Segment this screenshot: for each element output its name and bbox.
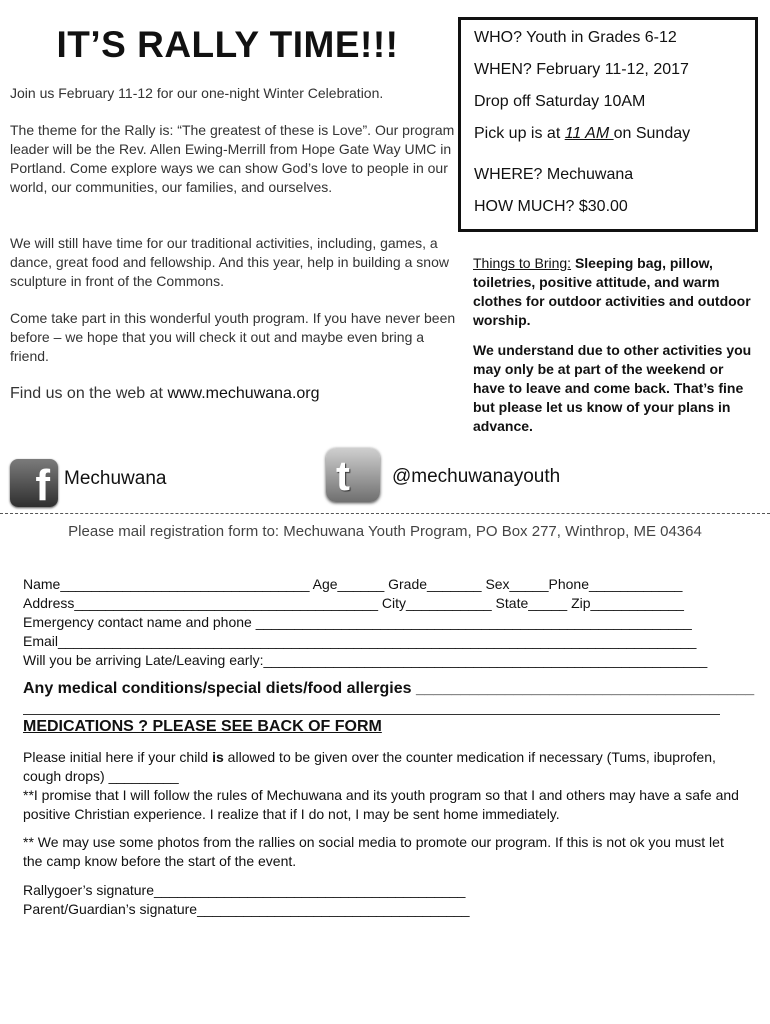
mailing-address: Please mail registration form to: Mechuwana Youth Program, PO Box 277, Winthrop, ME 04364 [68, 523, 702, 540]
things-to-bring [473, 254, 753, 330]
medical-conditions-field[interactable]: Any medical conditions/special diets/food allergies ______________________________________ [23, 680, 755, 697]
form-line-email[interactable]: Email__________________________________________________________________________________ [23, 633, 697, 649]
partial-attendance-note: We understand due to other activities you may only be at part of the weekend or have to leave and come back. That’s fine but please let us know of your plans in advance. [473, 342, 752, 434]
pickup-suffix: on Sunday [613, 125, 691, 142]
info-where: WHERE? Mechuwana [474, 166, 634, 183]
medication-consent[interactable] [23, 748, 745, 786]
form-line-address[interactable]: Address_______________________________________ City___________ State_____ Zip____________ [23, 595, 684, 611]
info-who: WHO? Youth in Grades 6-12 [474, 29, 677, 46]
signature-block [23, 881, 470, 919]
pickup-time: 11 AM [564, 125, 614, 142]
website-link[interactable]: www.mechuwana.org [167, 385, 320, 402]
things-to-bring-label: Things to Bring: [473, 255, 572, 271]
registration-form [23, 575, 743, 670]
info-dropoff: Drop off Saturday 10AM [474, 93, 646, 110]
parent-signature[interactable]: Parent/Guardian’s signature___________________________________ [23, 901, 470, 917]
info-pickup [474, 125, 690, 143]
info-price: HOW MUCH? $30.00 [474, 198, 628, 215]
rules-promise: **I promise that I will follow the rules of Mechuwana and its youth program so that I and others may have a safe and positive Christian experience. I realize that if I do not, I may be sent home immediately. [23, 787, 739, 822]
consent-post: allowed to be given over the counter medication if necessary (Tums, ibuprofen, cough drops) _________ [23, 749, 716, 784]
event-info-box [458, 17, 758, 232]
twitter-handle[interactable]: @mechuwanayouth [392, 466, 561, 487]
cut-line-divider [0, 513, 770, 514]
website-line [10, 385, 320, 403]
form-line-arrival[interactable]: Will you be arriving Late/Leaving early:_________________________________________________________ [23, 652, 708, 668]
intro-text: Join us February 11-12 for our one-night Winter Celebration. [10, 85, 384, 101]
invite-paragraph: Come take part in this wonderful youth program. If you have never been before – we hope that you will check it out and maybe even bring a friend. [10, 310, 456, 364]
pickup-prefix: Pick up is at [474, 125, 565, 142]
page-title: IT’S RALLY TIME!!! [56, 24, 399, 65]
twitter-icon[interactable]: t [326, 448, 380, 502]
consent-pre: Please initial here if your child [23, 749, 213, 765]
things-to-bring-text: Sleeping bag, pillow, toiletries, positive attitude, and warm clothes for outdoor activities and outdoor worship. [473, 255, 751, 328]
medications-heading: MEDICATIONS ? PLEASE SEE BACK OF FORM [23, 718, 382, 735]
form-line-emergency-contact[interactable]: Emergency contact name and phone ________________________________________________________ [23, 614, 692, 630]
form-line-name[interactable]: Name________________________________ Age______ Grade_______ Sex_____Phone____________ [23, 576, 683, 592]
activities-paragraph: We will still have time for our traditional activities, including, games, a dance, great food and fellowship. And this year, help in building a snow sculpture in front of the Commons. [10, 235, 449, 289]
website-prefix: Find us on the web at [10, 385, 168, 402]
facebook-icon[interactable]: f [10, 459, 58, 507]
medical-second-line[interactable] [23, 714, 720, 715]
theme-paragraph: The theme for the Rally is: “The greatest of these is Love”. Our program leader will be the Rev. Allen Ewing-Merrill from Hope Gate Way UMC in Portland. Come explore ways we can show God’s love to people in our world, our communities, our families, and ourselves. [10, 122, 455, 195]
photo-notice: ** We may use some photos from the rallies on social media to promote our program. If this is not ok you must let the camp know before the start of the event. [23, 834, 724, 869]
consent-emphasis: is [212, 749, 224, 765]
info-when: WHEN? February 11-12, 2017 [474, 61, 689, 78]
facebook-handle[interactable]: Mechuwana [64, 468, 167, 489]
rallygoer-signature[interactable]: Rallygoer’s signature________________________________________ [23, 882, 466, 898]
